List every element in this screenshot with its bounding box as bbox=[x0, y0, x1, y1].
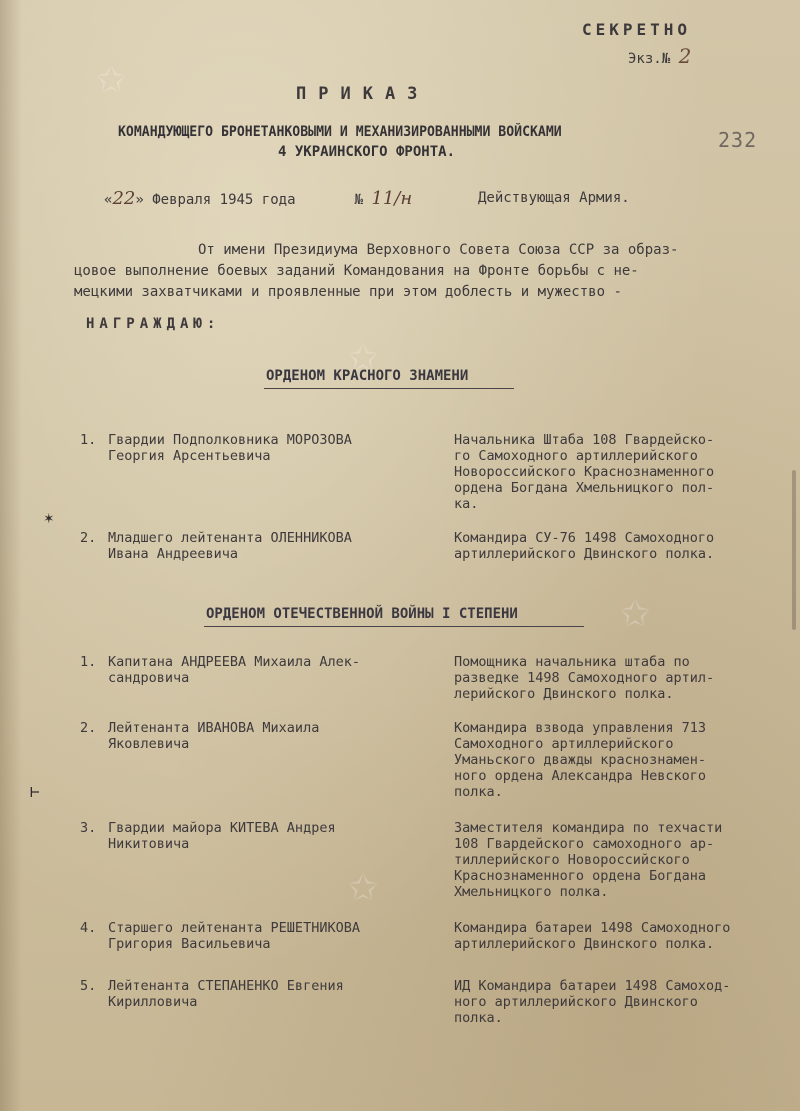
entry-number: 2. bbox=[80, 720, 97, 736]
section-underline bbox=[204, 626, 584, 627]
entry-name: Старшего лейтенанта РЕШЕТНИКОВА Григория Васильевича bbox=[108, 920, 360, 952]
secret-label: СЕКРЕТНО bbox=[582, 20, 692, 39]
watermark-star-icon: ✩ bbox=[96, 60, 127, 101]
entry-name: Лейтенанта ИВАНОВА Михаила Яковлевича bbox=[108, 720, 320, 752]
entry-position: Командира СУ-76 1498 Самоходного артиллерийского Двинского полка. bbox=[454, 530, 715, 562]
army-label: Действующая Армия. bbox=[478, 190, 630, 206]
scrollbar-thumb[interactable] bbox=[792, 470, 796, 630]
watermark-star-icon: ✩ bbox=[348, 868, 379, 909]
preamble-line: От имени Президиума Верховного Совета Союза ССР за образ- bbox=[198, 242, 679, 258]
award-word: НАГРАЖДАЮ: bbox=[86, 316, 221, 332]
preamble-paragraph bbox=[74, 240, 774, 303]
entry-number: 2. bbox=[80, 530, 97, 546]
copy-number bbox=[628, 44, 691, 68]
entry-name: Гвардии Подполковника МОРОЗОВА Георгия Арсентьевича bbox=[108, 432, 352, 464]
order-number-prefix: № bbox=[354, 192, 363, 208]
order-heading-line2: 4 УКРАИНСКОГО ФРОНТА. bbox=[278, 144, 456, 160]
watermark-star-icon: ✩ bbox=[620, 594, 651, 635]
page-number: 232 bbox=[718, 128, 758, 152]
entry-number: 5. bbox=[80, 978, 97, 994]
copy-label: Экз.№ bbox=[628, 51, 671, 67]
copy-number-handwritten: 2 bbox=[678, 44, 692, 68]
entry-position: Начальника Штаба 108 Гвардейско- го Самоходного артиллерийского Новороссийского Краснознаменного ордена Богдана Хмельницкого пол- ка. bbox=[454, 432, 715, 512]
entry-name: Лейтенанта СТЕПАНЕНКО Евгения Кирилловича bbox=[108, 978, 344, 1010]
section-underline bbox=[264, 388, 514, 389]
entry-name: Гвардии майора КИТЕВА Андрея Никитовича bbox=[108, 820, 336, 852]
preamble-line: мецкими захватчиками и проявленные при этом доблесть и мужество - bbox=[74, 284, 622, 300]
section-title-patriotic-war: ОРДЕНОМ ОТЕЧЕСТВЕННОЙ ВОЙНЫ I СТЕПЕНИ bbox=[206, 606, 518, 622]
date-rest: Февраля 1945 года bbox=[152, 192, 296, 208]
entry-name: Капитана АНДРЕЕВА Михаила Алек- сандровича bbox=[108, 654, 360, 686]
order-date: «22» Февраля 1945 года № 11/н bbox=[104, 188, 413, 209]
order-title: ПРИКАЗ bbox=[296, 84, 430, 104]
date-day-handwritten: 22 bbox=[112, 188, 136, 209]
entry-number: 3. bbox=[80, 820, 97, 836]
order-number-handwritten: 11/н bbox=[371, 188, 413, 209]
margin-mark-icon: ⊢ bbox=[30, 782, 40, 801]
entry-number: 1. bbox=[80, 654, 97, 670]
entry-position: ИД Командира батареи 1498 Самоход- ного артиллерийского Двинского полка. bbox=[454, 978, 731, 1026]
page-fold-shadow bbox=[0, 0, 22, 1111]
entry-name: Младшего лейтенанта ОЛЕННИКОВА Ивана Андреевича bbox=[108, 530, 352, 562]
section-title-red-banner: ОРДЕНОМ КРАСНОГО ЗНАМЕНИ bbox=[266, 368, 469, 384]
margin-mark-icon: ✶ bbox=[44, 508, 54, 527]
preamble-line: цовое выполнение боевых заданий Командования на Фронте борьбы с не- bbox=[74, 263, 639, 279]
entry-position: Командира взвода управления 713 Самоходного артиллерийского Уманьского дважды краснознамен- ного ордена Александра Невского полка. bbox=[454, 720, 706, 800]
entry-position: Помощника начальника штаба по разведке 1498 Самоходного артил- лерийского Двинского полка. bbox=[454, 654, 715, 702]
entry-number: 1. bbox=[80, 432, 97, 448]
entry-position: Заместителя командира по техчасти 108 Гвардейского самоходного ар- тиллерийского Новороссийского Краснознаменного ордена Богдана Хмельницкого полка. bbox=[454, 820, 723, 900]
order-heading-line1: КОМАНДУЮЩЕГО БРОНЕТАНКОВЫМИ И МЕХАНИЗИРОВАННЫМИ ВОЙСКАМИ bbox=[118, 124, 562, 140]
entry-position: Командира батареи 1498 Самоходного артиллерийского Двинского полка. bbox=[454, 920, 731, 952]
entry-number: 4. bbox=[80, 920, 97, 936]
watermark-star-icon: ✩ bbox=[348, 338, 379, 379]
